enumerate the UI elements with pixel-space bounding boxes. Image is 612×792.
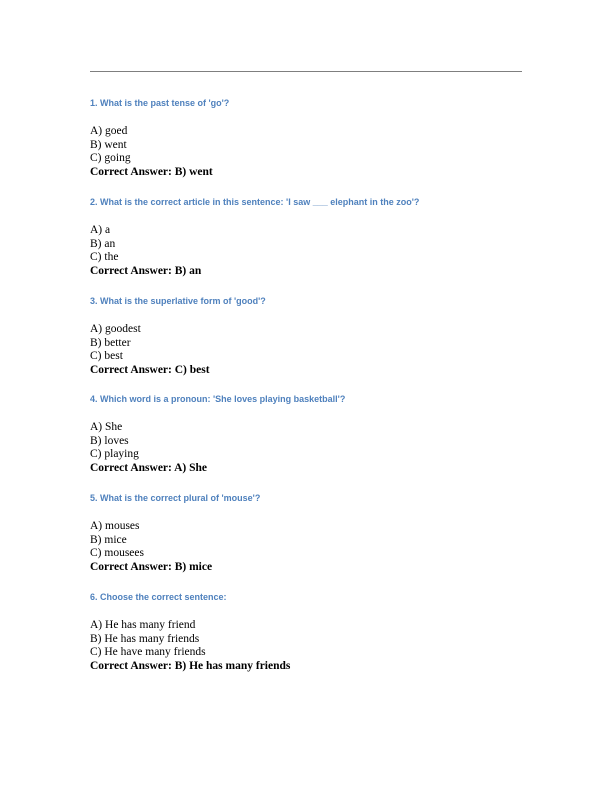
option-a: A) a bbox=[90, 224, 111, 236]
question-5 bbox=[90, 492, 530, 574]
option-b: B) went bbox=[90, 138, 127, 151]
option-a: A) goed bbox=[90, 125, 128, 137]
options-list bbox=[90, 619, 530, 673]
question-title: 4. Which word is a pronoun: 'She loves playing basketball'? bbox=[90, 394, 346, 404]
correct-answer: Correct Answer: B) mice bbox=[90, 560, 213, 573]
option-b: B) an bbox=[90, 237, 116, 250]
question-title: 5. What is the correct plural of 'mouse'? bbox=[90, 493, 261, 503]
option-c: C) best bbox=[90, 350, 123, 363]
correct-answer: Correct Answer: B) an bbox=[90, 264, 202, 277]
option-c: C) playing bbox=[90, 448, 139, 461]
question-title: 2. What is the correct article in this sentence: 'I saw ___ elephant in the zoo'? bbox=[90, 197, 420, 207]
option-a: A) mouses bbox=[90, 520, 140, 532]
horizontal-rule bbox=[90, 71, 522, 72]
correct-answer: Correct Answer: C) best bbox=[90, 363, 210, 376]
option-b: B) mice bbox=[90, 533, 127, 546]
question-4 bbox=[90, 393, 530, 475]
correct-answer: Correct Answer: B) He has many friends bbox=[90, 659, 291, 672]
option-c: C) mousees bbox=[90, 547, 144, 560]
option-a: A) He has many friend bbox=[90, 619, 196, 631]
option-a: A) goodest bbox=[90, 323, 141, 335]
option-c: C) He have many friends bbox=[90, 646, 206, 659]
options-list bbox=[90, 421, 530, 475]
question-1 bbox=[90, 97, 530, 179]
correct-answer: Correct Answer: B) went bbox=[90, 165, 213, 178]
options-list bbox=[90, 520, 530, 574]
option-c: C) going bbox=[90, 152, 131, 165]
option-a: A) She bbox=[90, 421, 123, 433]
option-b: B) loves bbox=[90, 434, 129, 447]
option-b: B) better bbox=[90, 336, 131, 349]
question-title: 6. Choose the correct sentence: bbox=[90, 592, 227, 602]
option-c: C) the bbox=[90, 251, 119, 264]
options-list bbox=[90, 224, 530, 278]
options-list bbox=[90, 323, 530, 377]
option-b: B) He has many friends bbox=[90, 632, 200, 645]
question-2 bbox=[90, 196, 530, 278]
correct-answer: Correct Answer: A) She bbox=[90, 461, 207, 474]
question-6 bbox=[90, 591, 530, 673]
options-list bbox=[90, 125, 530, 179]
question-title: 1. What is the past tense of 'go'? bbox=[90, 98, 230, 108]
question-title: 3. What is the superlative form of 'good'? bbox=[90, 296, 266, 306]
question-3 bbox=[90, 295, 530, 377]
